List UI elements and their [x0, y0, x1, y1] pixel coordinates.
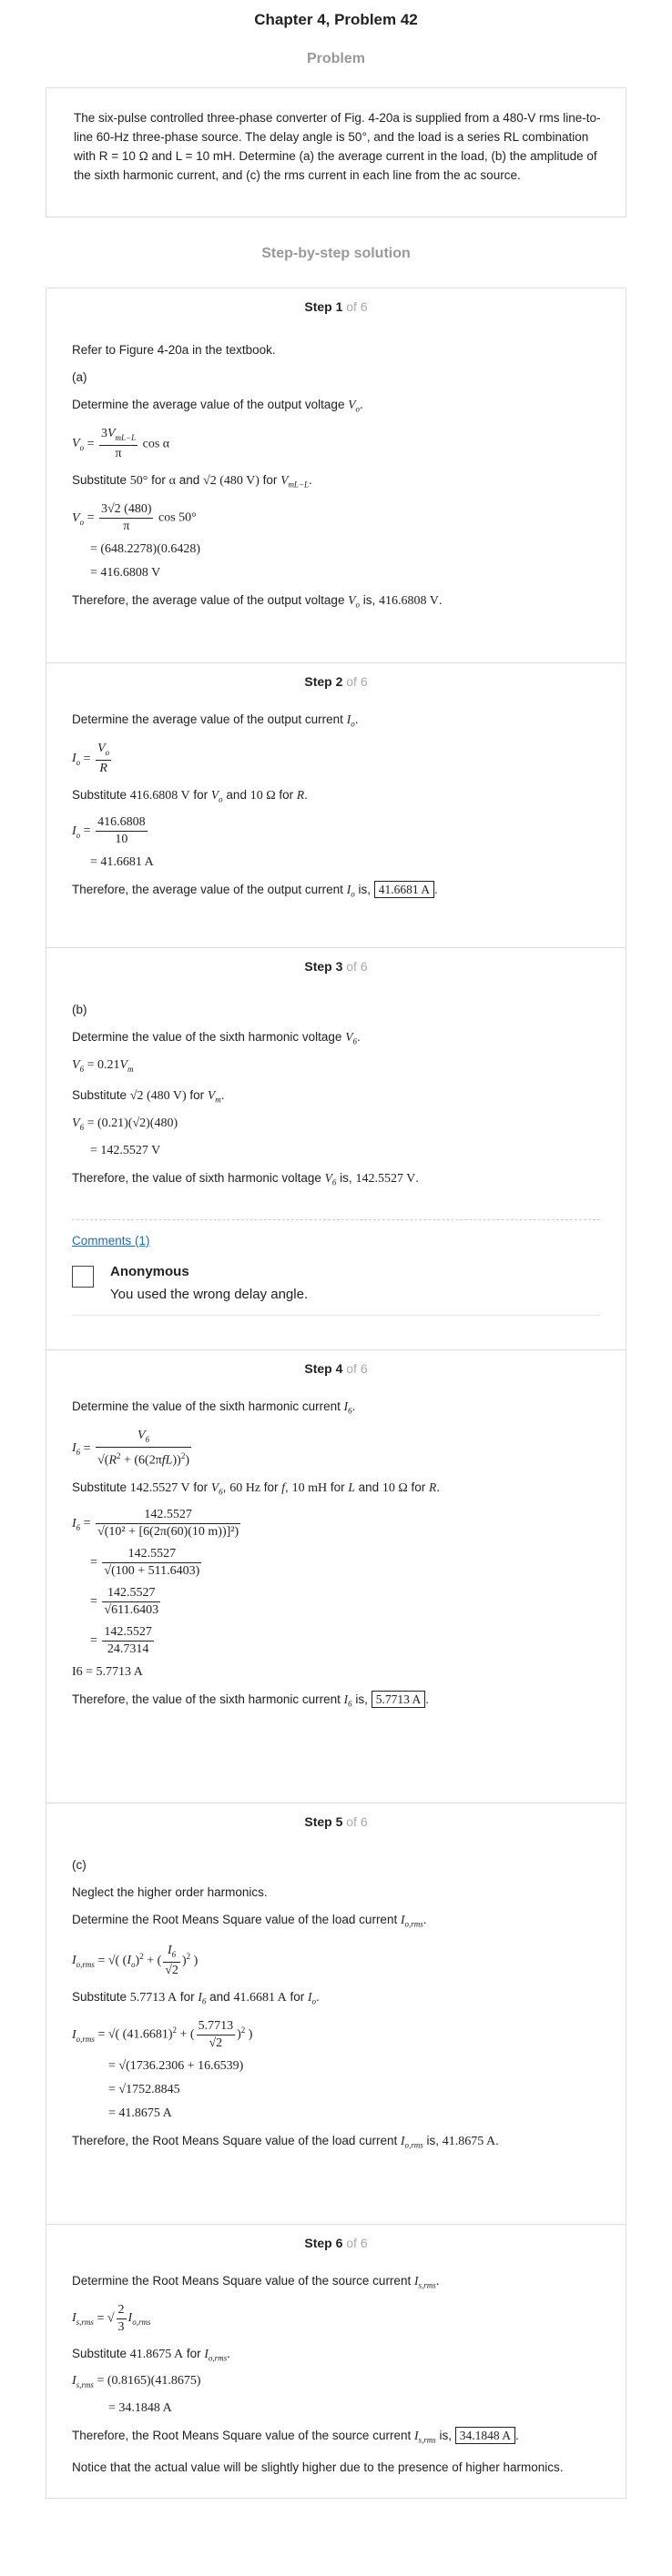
step-text: Determine the value of the sixth harmonic current $I_6$.: [72, 1399, 356, 1416]
equation: $I_{s,rms}$ = √ $\frac{2}{3}$ $I_{o,rms}$: [72, 2302, 151, 2334]
step-title: Step 6 of 6: [304, 2236, 368, 2250]
page-title: Chapter 4, Problem 42: [254, 11, 418, 28]
equation: $I_o$ = $\frac{416.6808}{10}$: [72, 815, 146, 847]
step-text: Determine the Root Means Square value of the load current $I_{o,rms}$.: [72, 1913, 427, 1929]
result-box: 34.1848 A: [455, 2427, 515, 2444]
step-title: Step 5 of 6: [304, 1814, 368, 1829]
step-conclusion: Therefore, the average value of the output current $I_o$ is, 41.6681 A .: [72, 883, 438, 899]
step-2: [46, 662, 626, 947]
comment-text: You used the wrong delay angle.: [110, 1286, 309, 1302]
problem-text: The six-pulse controlled three-phase converter of Fig. 4-20a is supplied from a 480-V rms line-to-line 60-Hz three-phase source. The delay angle is 50°, and the load is a series RL combination with R = 10 Ω and L = 10 mH. Determine (a) the average current in the load, (b) the amplitude of the sixth harmonic current, and (c) the rms current in each line from the ac source.: [74, 111, 601, 182]
step-conclusion: Therefore, the value of sixth harmonic voltage $V_6$ is, 142.5527 V.: [72, 1170, 420, 1187]
comment: [72, 1264, 600, 1302]
equation: $I_{s,rms} = (0.8165)(41.8675)$: [72, 2374, 201, 2390]
step-1: [46, 288, 626, 662]
step-3: [46, 947, 626, 1349]
equation: = $\frac{142.5527}{24.7314}$: [90, 1624, 152, 1656]
step-title: Step 2 of 6: [304, 674, 368, 689]
step-conclusion: Therefore, the Root Means Square value of the source current $I_{s,rms}$ is, 34.1848 A .: [72, 2429, 519, 2445]
problem-heading: Problem: [306, 51, 365, 66]
divider: [72, 1315, 600, 1316]
equation: $V_6 = 0.21V_m$: [72, 1057, 134, 1074]
step-text: Substitute 50° for α and √2 (480 V) for $V_{mL-L}$.: [72, 473, 312, 490]
step-text: Refer to Figure 4-20a in the textbook.: [72, 343, 276, 357]
step-6: [46, 2224, 626, 2498]
step-text: Determine the value of the sixth harmonic voltage $V_6$.: [72, 1030, 361, 1046]
solution-heading: Step-by-step solution: [261, 246, 411, 261]
divider: [72, 1219, 600, 1220]
step-conclusion: Therefore, the average value of the output voltage $V_o$ is, 416.6808 V.: [72, 593, 443, 610]
comments-link[interactable]: Comments (1): [72, 1233, 150, 1248]
equation: = 34.1848 A: [108, 2401, 172, 2416]
step-note: Notice that the actual value will be slightly higher due to the presence of higher harmonics.: [72, 2460, 564, 2474]
step-conclusion: Therefore, the value of the sixth harmonic current $I_6$ is, 5.7713 A .: [72, 1692, 429, 1709]
steps-container: [46, 288, 626, 2499]
result-box: 5.7713 A: [372, 1691, 426, 1708]
step-text: Neglect the higher order harmonics.: [72, 1885, 268, 1899]
step-4: [46, 1349, 626, 1803]
equation: = $\frac{142.5527}{√611.6403}$: [90, 1585, 159, 1617]
step-title: Step 3 of 6: [304, 959, 368, 974]
equation: $I_6$ = $\frac{142.5527}{\text{√(10² + [6(2π(60)(10 m))]²)}}$: [72, 1507, 239, 1539]
step-text: Substitute 142.5527 V for $V_6$, 60 Hz for f, 10 mH for L and 10 Ω for R.: [72, 1480, 441, 1497]
equation: = $\frac{142.5527}{√(100 + 511.6403)}$: [90, 1546, 200, 1578]
step-text: Substitute 41.8675 A for $I_{o,rms}$.: [72, 2346, 230, 2363]
equation: = 416.6808 V: [90, 566, 161, 581]
equation: $V_o$ = $\frac{3V_{mL-L}}{\pi}$ cos α: [72, 426, 170, 461]
equation: $V_o$ = $\frac{3√2 (480)}{\pi}$ cos 50°: [72, 502, 197, 534]
equation: $I_{o,rms}$ = √( $(41.6681)^2$ + ( $\frac{5.7713}{√2}$ )$^2$ ): [72, 2019, 253, 2051]
step-conclusion: Therefore, the Root Means Square value of the load current $I_{o,rms}$ is, 41.8675 A.: [72, 2134, 499, 2150]
step-text: Determine the Root Means Square value of the source current $I_{s,rms}$.: [72, 2274, 440, 2290]
step-title: Step 4 of 6: [304, 1361, 368, 1376]
equation: = 41.6681 A: [90, 855, 154, 870]
equation: I6 = 5.7713 A: [72, 1664, 143, 1679]
part-label: (a): [72, 370, 87, 384]
equation: $I_{o,rms}$ = √( $(I_o)^2$ + ( $\frac{I_6}{√2}$ )$^2$ ): [72, 1943, 199, 1978]
step-5: [46, 1803, 626, 2224]
step-text: Determine the average value of the output current $I_o$.: [72, 712, 359, 729]
step-text: Substitute 5.7713 A for $I_6$ and 41.6681 A for $I_o$.: [72, 1990, 320, 2007]
part-label: (c): [72, 1858, 87, 1872]
comment-checkbox[interactable]: [72, 1266, 94, 1288]
result-box: 41.6681 A: [374, 881, 434, 898]
step-text: Substitute √2 (480 V) for $V_m$.: [72, 1088, 225, 1106]
equation: $I_o$ = $\frac{V_o}{R}$: [72, 741, 110, 776]
step-text: Determine the average value of the output voltage $V_o$.: [72, 398, 363, 414]
equation: $V_6 = (0.21)(√2)(480)$: [72, 1116, 178, 1132]
equation: = 142.5527 V: [90, 1143, 161, 1157]
equation: = 41.8675 A: [108, 2106, 172, 2121]
problem-statement: [46, 87, 626, 217]
step-text: Substitute 416.6808 V for $V_o$ and 10 Ω for R.: [72, 788, 308, 805]
equation: = (648.2278)(0.6428): [90, 542, 201, 557]
equation: = √1752.8845: [108, 2083, 180, 2097]
equation: = √(1736.2306 + 16.6539): [108, 2059, 244, 2074]
comment-author: Anonymous: [110, 1263, 189, 1279]
step-title: Step 1 of 6: [304, 299, 368, 314]
part-label: (b): [72, 1003, 87, 1016]
equation: $I_6$ = $\frac{V_6}{√(R^2 + (6(2\pi fL))^2)}$: [72, 1428, 189, 1469]
